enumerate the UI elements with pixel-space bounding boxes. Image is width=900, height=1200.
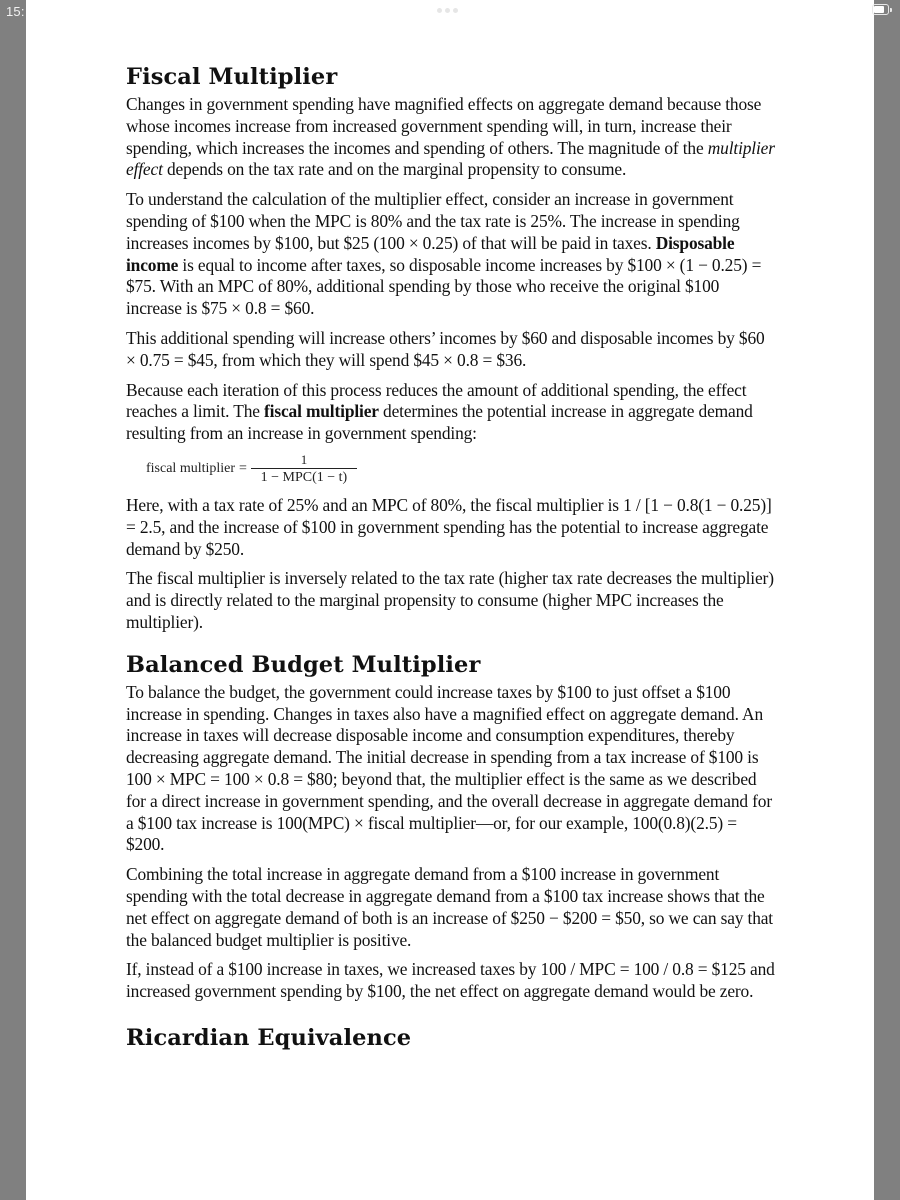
bold-term: Disposable income: [126, 232, 735, 275]
fiscal-multiplier-formula: [146, 453, 778, 485]
paragraph: Combining the total increase in aggregate demand from a $100 increase in government spending with the total decrease in aggregate demand from a $100 tax increase shows that the net effect on aggregate demand of both is an increase of $250 − $200 = $50, so we can say that the balanced budget multiplier is positive.: [126, 864, 773, 950]
section-heading: Fiscal Multiplier: [126, 64, 338, 90]
formula-numerator: 1: [300, 451, 308, 467]
text-run: determines the potential increase in aggregate demand resulting from an increase in government spending:: [126, 401, 753, 444]
three-dot-handle-icon[interactable]: [437, 8, 458, 13]
formula-equals: =: [239, 460, 247, 476]
formula-lhs: fiscal multiplier: [146, 460, 236, 476]
text-run: Because each iteration of this process reduces the amount of additional spending, the effect reaches a limit. The: [126, 379, 747, 422]
paragraph: The fiscal multiplier is inversely related to the tax rate (higher tax rate decreases the multiplier) and is directly related to the marginal propensity to consume (higher MPC increases the multiplier).: [126, 568, 774, 632]
section-fiscal-multiplier: [126, 64, 778, 634]
italic-term: multiplier effect: [126, 137, 775, 180]
text-run: is equal to income after taxes, so disposable income increases by $100 × (1 − 0.25) = $75. With an MPC of 80%, additional spending by those who receive the original $100 increase is $75 × 0.8 = $60.: [126, 254, 762, 319]
paragraph: Here, with a tax rate of 25% and an MPC of 80%, the fiscal multiplier is 1 / [1 − 0.8(1 − 0.25)] = 2.5, and the increase of $100 in government spending has the potential to increase aggregate demand by $250.: [126, 494, 772, 559]
status-time: 15:: [6, 4, 25, 19]
paragraph: [126, 94, 778, 181]
section-ricardian-equivalence: [126, 1025, 778, 1051]
text-run: To understand the calculation of the multiplier effect, consider an increase in government spending of $100 when the MPC is 80% and the tax rate is 25%. The increase in spending increases incomes by $100, but $25 (100 × 0.25) of that will be paid in taxes.: [126, 189, 740, 253]
paragraph: [126, 380, 778, 445]
document-page: [26, 0, 874, 1200]
status-bar: [0, 0, 900, 24]
document-content: [126, 64, 778, 1055]
formula-denominator: 1 − MPC(1 − t): [260, 469, 348, 485]
paragraph: If, instead of a $100 increase in taxes, we increased taxes by 100 / MPC = 100 / 0.8 = $125 and increased government spending by $100, the net effect on aggregate demand would be zero.: [126, 959, 775, 1002]
fraction-bar: [251, 468, 357, 469]
paragraph: [126, 189, 778, 320]
text-run: Changes in government spending have magnified effects on aggregate demand because those whose incomes increase from increased government spending will, in turn, increase their spending, which increases the incomes and spending of others. The magnitude of the: [126, 94, 762, 158]
paragraph: To balance the budget, the government could increase taxes by $100 to just offset a $100 increase in spending. Changes in taxes also have a magnified effect on aggregate demand. An increase in taxes will decrease disposable income and consumption expenditures, thereby decreasing aggregate demand. The initial decrease in spending from a tax increase of $100 is 100 × MPC = 100 × 0.8 = $80; beyond that, the multiplier effect is the same as we described for a direct increase in government spending, and the overall decrease in aggregate demand for a $100 tax increase is 100(MPC) × fiscal multiplier—or, for our example, 100(0.8)(2.5) = $200.: [126, 681, 772, 855]
formula-fraction: [251, 453, 357, 485]
bold-term: fiscal multiplier: [264, 401, 379, 422]
battery-icon: [872, 4, 889, 15]
section-balanced-budget-multiplier: [126, 652, 778, 1003]
paragraph: This additional spending will increase others’ incomes by $60 and disposable incomes by $60 × 0.75 = $45, from which they will spend $45 × 0.8 = $36.: [126, 327, 765, 370]
section-heading: Ricardian Equivalence: [126, 1024, 412, 1051]
section-heading: Balanced Budget Multiplier: [126, 651, 481, 678]
text-run: depends on the tax rate and on the marginal propensity to consume.: [162, 159, 627, 180]
